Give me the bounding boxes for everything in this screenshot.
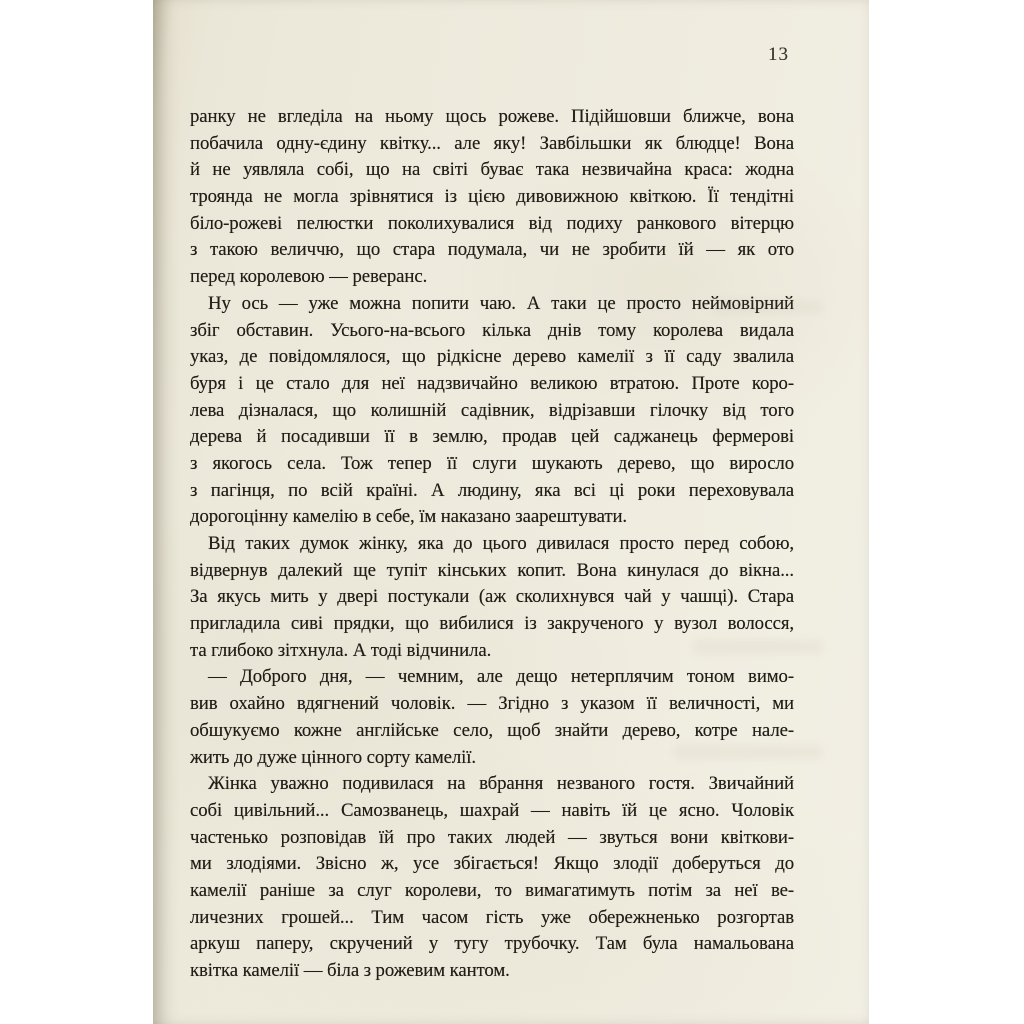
text-line: й не уявляла собі, що на світі буває така незвичайна краса: жодна [190, 159, 794, 181]
text-line: побачила одну-єдину квітку... але яку! Завбільшки як блюдце! Вона [190, 132, 794, 154]
text-line: квітка камелії — біла з рожевим кантом. [190, 960, 510, 981]
text-line: указ, де повідомлялося, що рідкісне дерево камелії з її саду звалила [190, 346, 794, 368]
text-line: Ну ось — уже можна попити чаю. А таки це просто неймовірний [208, 292, 794, 314]
text-line: ранку не вгледіла на ньому щось рожеве. Підійшовши ближче, вона [190, 106, 794, 127]
paragraph [190, 531, 794, 664]
text-line: біло-рожеві пелюстки поколихувалися від подиху ранкового вітерцю [190, 212, 794, 234]
text-line: — Доброго дня, — чемним, але дещо нетерплячим тоном вимо- [208, 666, 794, 688]
body-text [190, 104, 794, 985]
text-line: аркуш паперу, скручений у тугу трубочку. Там була намальована [190, 933, 794, 955]
text-line: перед королевою — реверанс. [190, 266, 428, 288]
paragraph [190, 664, 794, 771]
text-line: личезних грошей... Тим часом гість уже обережненько розгортав [190, 906, 794, 928]
text-line: та глибоко зітхнула. А тоді відчинила. [190, 639, 492, 661]
paragraph [190, 291, 794, 531]
text-line: За якусь мить у двері постукали (аж сколихнувся чай у чашці). Стара [190, 586, 794, 608]
text-line: лева дізналася, що колишній садівник, відрізавши гілочку від того [190, 399, 794, 421]
text-line: дерева й посадивши її в землю, продав цей саджанець фермерові [190, 426, 794, 448]
text-line: збіг обставин. Усього-на-всього кілька днів тому королева видала [190, 319, 794, 341]
text-line: буря і це стало для неї надзвичайно великою втратою. Проте коро- [190, 372, 794, 394]
text-line: з якогось села. Тож тепер її слуги шукають дерево, що виросло [190, 452, 794, 474]
text-line: дорогоцінну камелію в себе, їм наказано заарештувати. [190, 506, 628, 528]
text-line: Жінка уважно подивилася на вбрання незваного гостя. Звичайний [208, 773, 794, 795]
text-line: частенько розповідав їй про таких людей — звуться вони квіткови- [190, 826, 794, 848]
text-line: Від таких думок жінку, яка до цього дивилася просто перед собою, [208, 533, 794, 554]
text-line: з пагінця, по всій країні. А людину, яка всі ці роки переховувала [190, 479, 794, 501]
text-line: з такою величчю, що стара подумала, чи не зробити їй — як ото [190, 239, 794, 261]
text-line: пригладила сиві прядки, що вибилися із закрученого у вузол волосся, [190, 613, 794, 635]
text-line: ми злодіями. Звісно ж, усе збігається! Якщо злодії доберуться до [190, 853, 794, 875]
page-number: 13 [768, 44, 789, 65]
text-line: жить до дуже цінного сорту камелії. [190, 746, 476, 768]
text-line: вив охайно вдягнений чоловік. — Згідно з указом її величності, ми [190, 693, 794, 715]
paragraph [190, 104, 794, 291]
text-line: відвернув далекий ще тупіт кінських копит. Вона кинулася до вікна... [190, 559, 794, 581]
text-line: собі цивільний... Самозванець, шахрай — навіть їй це ясно. Чоловік [190, 799, 794, 821]
paragraph [190, 771, 794, 985]
text-line: обшукуємо кожне англійське село, щоб знайти дерево, котре нале- [190, 719, 794, 741]
book-page [153, 0, 869, 1024]
text-line: троянда не могла зрівнятися із цією дивовижною квіткою. Її тендітні [190, 186, 794, 208]
text-line: камелії раніше за слуг королеви, то вимагатимуть потім за неї ве- [190, 879, 794, 901]
